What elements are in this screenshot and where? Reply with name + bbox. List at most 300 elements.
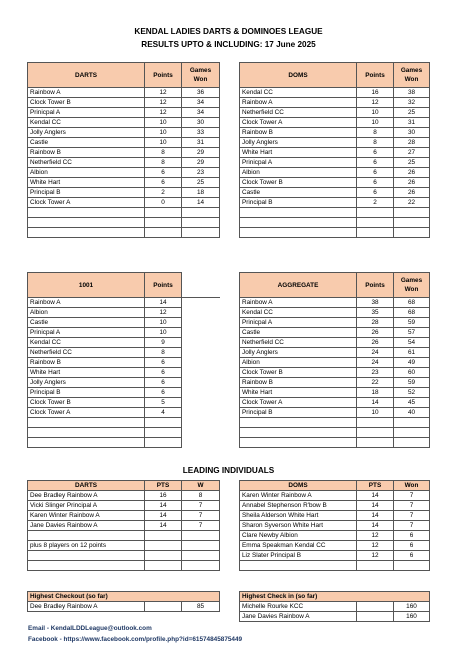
- cell-name: Rainbow B: [28, 148, 145, 158]
- cell-value: [145, 561, 182, 571]
- cell-value: 12: [357, 98, 394, 108]
- cell-value: 29: [182, 148, 220, 158]
- cell-value: 52: [394, 388, 430, 398]
- table-row: [28, 98, 220, 108]
- cell-value: 30: [394, 128, 430, 138]
- darts-table: [27, 62, 220, 238]
- cell-name: [240, 228, 357, 238]
- cell-name: Rainbow A: [28, 88, 145, 98]
- cell-value: 10: [357, 408, 394, 418]
- table-row: [240, 208, 430, 218]
- table-row: [28, 298, 220, 308]
- table-row: [240, 118, 430, 128]
- cell-value: 12: [145, 308, 182, 318]
- cell-name: Annabel Stephenson R'bow B: [240, 501, 357, 511]
- cell-value: 24: [357, 348, 394, 358]
- doms-table: [239, 62, 430, 238]
- cell-value: 9: [145, 338, 182, 348]
- cell-value: 49: [394, 358, 430, 368]
- leading-doms-body: [240, 491, 430, 571]
- cell-value: 10: [145, 118, 182, 128]
- cell-name: White Hart: [28, 368, 145, 378]
- cell-value: 28: [394, 138, 430, 148]
- cell-value: 6: [145, 378, 182, 388]
- cell-name: Prinicpal A: [28, 108, 145, 118]
- cell-name: [28, 438, 145, 448]
- cell-value: 14: [357, 491, 394, 501]
- cell-value: 7: [182, 511, 220, 521]
- table-row: [240, 511, 430, 521]
- cell-empty: [182, 418, 220, 428]
- cell-value: 2: [145, 188, 182, 198]
- cell-name: Jolly Anglers: [240, 348, 357, 358]
- leading-darts-header-pts: PTS: [145, 481, 182, 491]
- t1001-header-team: 1001: [28, 273, 145, 298]
- cell-value: 6: [394, 551, 430, 561]
- cell-name: Dee Bradley Rainbow A: [28, 491, 145, 501]
- cell-name: Sheila Alderson White Hart: [240, 511, 357, 521]
- table-row: [28, 118, 220, 128]
- cell-value: 14: [357, 398, 394, 408]
- table-row: [28, 158, 220, 168]
- doms-header-games: Games Won: [394, 63, 430, 88]
- cell-value: 23: [182, 168, 220, 178]
- cell-name: [28, 531, 145, 541]
- cell-name: Netherfield CC: [28, 158, 145, 168]
- cell-value: 14: [357, 521, 394, 531]
- cell-value: 10: [145, 128, 182, 138]
- cell-value: 0: [145, 198, 182, 208]
- cell-value: [145, 218, 182, 228]
- cell-name: Clock Tower B: [28, 98, 145, 108]
- cell-name: Clock Tower A: [28, 408, 145, 418]
- table-row: [28, 418, 220, 428]
- cell-value: 12: [357, 541, 394, 551]
- doms-header-team: DOMS: [240, 63, 357, 88]
- cell-name: Principal B: [28, 388, 145, 398]
- aggregate-table: [239, 272, 430, 448]
- cell-name: Kendal CC: [28, 338, 145, 348]
- table-row: [240, 228, 430, 238]
- cell-value: 61: [394, 348, 430, 358]
- aggregate-header-points: Points: [357, 273, 394, 298]
- cell-empty: [182, 388, 220, 398]
- cell-name: [28, 561, 145, 571]
- cell-value: 25: [394, 158, 430, 168]
- leading-darts-header-name: DARTS: [28, 481, 145, 491]
- aggregate-header-team: AGGREGATE: [240, 273, 357, 298]
- cell-name: Netherfield CC: [240, 108, 357, 118]
- cell-name: Karen Winter Rainbow A: [240, 491, 357, 501]
- cell-name: [28, 208, 145, 218]
- table-row: [240, 318, 430, 328]
- table-row: [28, 88, 220, 98]
- checkout-body: [28, 602, 220, 612]
- table-row: [240, 551, 430, 561]
- cell-value: 57: [394, 328, 430, 338]
- t1001-table: [27, 272, 220, 448]
- table-row: [240, 388, 430, 398]
- checkin-body: [240, 602, 430, 622]
- table-row: [28, 178, 220, 188]
- leading-darts-table: [27, 480, 220, 571]
- cell-value: 12: [145, 98, 182, 108]
- cell-value: 14: [145, 521, 182, 531]
- cell-value: [145, 428, 182, 438]
- cell-value: [145, 418, 182, 428]
- table-row: [28, 561, 220, 571]
- cell-value: 32: [394, 98, 430, 108]
- cell-name: Emma Speakman Kendal CC: [240, 541, 357, 551]
- cell-empty: [182, 348, 220, 358]
- cell-empty: [182, 428, 220, 438]
- table-row: [240, 98, 430, 108]
- table-row: [240, 398, 430, 408]
- cell-name: Clock Tower B: [240, 178, 357, 188]
- table-row: [240, 408, 430, 418]
- cell-value: 12: [145, 108, 182, 118]
- cell-value: 10: [145, 318, 182, 328]
- cell-value: 14: [145, 298, 182, 308]
- cell-empty: [182, 298, 220, 308]
- cell-value: 10: [145, 328, 182, 338]
- cell-name: White Hart: [28, 178, 145, 188]
- table-row: [240, 368, 430, 378]
- cell-value: [182, 531, 220, 541]
- table-row: [240, 531, 430, 541]
- cell-value: 68: [394, 298, 430, 308]
- cell-value: 10: [357, 108, 394, 118]
- cell-value: 26: [394, 178, 430, 188]
- table-row: [28, 188, 220, 198]
- table-row: [240, 178, 430, 188]
- cell-name: Clock Tower B: [240, 368, 357, 378]
- cell-name: Clock Tower A: [240, 398, 357, 408]
- leading-doms-header-name: DOMS: [240, 481, 357, 491]
- table-row: [28, 218, 220, 228]
- cell-value: 8: [182, 491, 220, 501]
- cell-empty: [182, 438, 220, 448]
- cell-value: 16: [357, 88, 394, 98]
- cell-value: 6: [145, 358, 182, 368]
- table-row: [28, 308, 220, 318]
- cell-value: 12: [145, 88, 182, 98]
- cell-name: Rainbow A: [240, 98, 357, 108]
- cell-value: [357, 428, 394, 438]
- table-row: [28, 228, 220, 238]
- cell-value: 10: [145, 138, 182, 148]
- cell-value: 27: [394, 148, 430, 158]
- cell-value: 14: [357, 501, 394, 511]
- cell-name: [240, 218, 357, 228]
- cell-name: [240, 561, 357, 571]
- table-row: [240, 438, 430, 448]
- table-row: [240, 612, 430, 622]
- cell-value: 28: [357, 318, 394, 328]
- table-row: [240, 602, 430, 612]
- cell-value: 31: [182, 138, 220, 148]
- cell-value: 25: [394, 108, 430, 118]
- cell-value: 5: [145, 398, 182, 408]
- table-row: [240, 188, 430, 198]
- cell-name: Jolly Anglers: [28, 128, 145, 138]
- cell-value: 160: [394, 602, 430, 612]
- table-row: [240, 348, 430, 358]
- cell-empty: [182, 398, 220, 408]
- cell-value: [357, 418, 394, 428]
- cell-value: [394, 438, 430, 448]
- table-row: [240, 158, 430, 168]
- table-row: [240, 338, 430, 348]
- cell-value: [394, 418, 430, 428]
- cell-name: Kendal CC: [28, 118, 145, 128]
- cell-value: 7: [182, 521, 220, 531]
- table-row: [28, 378, 220, 388]
- table-row: [240, 491, 430, 501]
- t1001-header-points: Points: [145, 273, 182, 298]
- cell-value: 6: [145, 368, 182, 378]
- cell-empty: [182, 318, 220, 328]
- cell-value: 6: [357, 158, 394, 168]
- cell-value: [394, 218, 430, 228]
- cell-value: [357, 438, 394, 448]
- cell-value: 12: [357, 531, 394, 541]
- table-row: [240, 428, 430, 438]
- table-row: [28, 428, 220, 438]
- cell-value: 38: [394, 88, 430, 98]
- cell-value: 6: [145, 168, 182, 178]
- cell-name: [28, 218, 145, 228]
- t1001-body: [28, 298, 220, 448]
- cell-value: 2: [357, 198, 394, 208]
- cell-blank: [357, 612, 394, 622]
- footer-facebook: Facebook - https://www.facebook.com/profile.php?id=61574845875449: [28, 636, 243, 643]
- cell-name: [28, 418, 145, 428]
- cell-value: 40: [394, 408, 430, 418]
- cell-name: Clare Newby Albion: [240, 531, 357, 541]
- darts-header-points: Points: [145, 63, 182, 88]
- cell-empty: [182, 358, 220, 368]
- cell-value: 25: [182, 178, 220, 188]
- table-row: [28, 531, 220, 541]
- cell-value: 22: [394, 198, 430, 208]
- cell-value: 8: [357, 128, 394, 138]
- cell-name: [240, 428, 357, 438]
- cell-value: 60: [394, 368, 430, 378]
- table-row: [28, 501, 220, 511]
- cell-name: [28, 551, 145, 561]
- cell-name: Prinicpal A: [240, 318, 357, 328]
- cell-value: [394, 208, 430, 218]
- cell-value: [394, 428, 430, 438]
- table-row: [240, 88, 430, 98]
- cell-name: [28, 428, 145, 438]
- cell-name: Netherfield CC: [28, 348, 145, 358]
- cell-name: Castle: [240, 188, 357, 198]
- cell-value: 34: [182, 108, 220, 118]
- table-row: [28, 168, 220, 178]
- cell-name: Dee Bradley Rainbow A: [28, 602, 145, 612]
- table-row: [28, 348, 220, 358]
- cell-value: 59: [394, 378, 430, 388]
- leading-individuals-title: LEADING INDIVIDUALS: [182, 466, 275, 475]
- table-row: [28, 438, 220, 448]
- table-row: [240, 378, 430, 388]
- checkin-table: [239, 591, 430, 622]
- page-title: KENDAL LADIES DARTS & DOMINOES LEAGUE: [134, 27, 323, 36]
- cell-blank: [357, 602, 394, 612]
- table-row: [28, 208, 220, 218]
- table-row: [28, 128, 220, 138]
- table-row: [240, 561, 430, 571]
- leading-doms-table: [239, 480, 430, 571]
- table-row: [240, 358, 430, 368]
- footer-email: Email - KendalLDDLeague@outlook.com: [28, 625, 152, 632]
- cell-name: Albion: [28, 168, 145, 178]
- darts-header-games: Games Won: [182, 63, 220, 88]
- cell-empty: [182, 328, 220, 338]
- leading-doms-header-won: Won: [394, 481, 430, 491]
- cell-name: Rainbow B: [240, 128, 357, 138]
- checkout-table: [27, 591, 220, 612]
- table-row: [28, 368, 220, 378]
- cell-value: [357, 218, 394, 228]
- cell-value: 160: [394, 612, 430, 622]
- checkin-header: Highest Check in (so far): [240, 592, 430, 602]
- cell-value: 10: [357, 118, 394, 128]
- aggregate-header-games: Games Won: [394, 273, 430, 298]
- table-row: [28, 328, 220, 338]
- cell-value: [145, 438, 182, 448]
- cell-value: [145, 541, 182, 551]
- cell-name: Rainbow B: [28, 358, 145, 368]
- cell-name: [28, 228, 145, 238]
- cell-value: [357, 561, 394, 571]
- doms-body: [240, 88, 430, 238]
- cell-value: 4: [145, 408, 182, 418]
- cell-value: 26: [357, 328, 394, 338]
- cell-name: Principal B: [240, 408, 357, 418]
- cell-name: Principal B: [28, 188, 145, 198]
- table-row: [240, 198, 430, 208]
- table-row: [240, 148, 430, 158]
- cell-name: [240, 208, 357, 218]
- leading-darts-header-w: W: [182, 481, 220, 491]
- darts-header-team: DARTS: [28, 63, 145, 88]
- cell-name: Jane Davies Rainbow A: [240, 612, 357, 622]
- cell-value: 14: [145, 511, 182, 521]
- cell-value: 7: [394, 511, 430, 521]
- cell-value: [182, 218, 220, 228]
- cell-value: [357, 208, 394, 218]
- cell-empty: [182, 338, 220, 348]
- table-row: [240, 328, 430, 338]
- cell-value: [357, 228, 394, 238]
- cell-value: [182, 551, 220, 561]
- cell-value: 29: [182, 158, 220, 168]
- cell-name: White Hart: [240, 148, 357, 158]
- cell-name: White Hart: [240, 388, 357, 398]
- cell-name: Clock Tower A: [28, 198, 145, 208]
- table-row: [28, 541, 220, 551]
- aggregate-body: [240, 298, 430, 448]
- cell-name: Kendal CC: [240, 88, 357, 98]
- table-row: [28, 602, 220, 612]
- cell-value: 14: [357, 511, 394, 521]
- cell-value: 6: [145, 178, 182, 188]
- cell-name: Castle: [28, 318, 145, 328]
- t1001-header-blank: [182, 273, 220, 298]
- cell-name: Vicki Slinger Principal A: [28, 501, 145, 511]
- cell-name: Kendal CC: [240, 308, 357, 318]
- cell-value: 6: [357, 178, 394, 188]
- cell-value: 8: [357, 138, 394, 148]
- cell-value: 8: [145, 148, 182, 158]
- table-row: [28, 491, 220, 501]
- cell-value: 33: [182, 128, 220, 138]
- table-row: [28, 318, 220, 328]
- cell-value: 59: [394, 318, 430, 328]
- cell-name: Albion: [240, 358, 357, 368]
- checkout-header: Highest Checkout (so far): [28, 592, 220, 602]
- cell-value: 23: [357, 368, 394, 378]
- cell-name: Prinicpal A: [28, 328, 145, 338]
- cell-value: 18: [357, 388, 394, 398]
- table-row: [240, 218, 430, 228]
- cell-value: 34: [182, 98, 220, 108]
- table-row: [240, 128, 430, 138]
- cell-blank: [145, 602, 182, 612]
- cell-value: [145, 228, 182, 238]
- cell-value: 6: [145, 388, 182, 398]
- table-row: [28, 398, 220, 408]
- cell-name: Jolly Anglers: [240, 138, 357, 148]
- cell-value: 85: [182, 602, 220, 612]
- cell-value: 14: [145, 501, 182, 511]
- cell-name: Prinicpal A: [240, 158, 357, 168]
- cell-name: [240, 418, 357, 428]
- darts-body: [28, 88, 220, 238]
- cell-name: Principal B: [240, 198, 357, 208]
- cell-name: Karen Winter Rainbow A: [28, 511, 145, 521]
- cell-name: Albion: [240, 168, 357, 178]
- cell-empty: [182, 378, 220, 388]
- doms-header-points: Points: [357, 63, 394, 88]
- table-row: [28, 408, 220, 418]
- cell-value: 24: [357, 358, 394, 368]
- cell-value: 45: [394, 398, 430, 408]
- cell-name: Rainbow A: [240, 298, 357, 308]
- cell-value: 6: [357, 188, 394, 198]
- cell-value: [182, 561, 220, 571]
- table-row: [240, 541, 430, 551]
- table-row: [28, 511, 220, 521]
- cell-value: 7: [182, 501, 220, 511]
- cell-value: [145, 208, 182, 218]
- table-row: [28, 388, 220, 398]
- cell-name: Liz Slater Principal B: [240, 551, 357, 561]
- cell-value: 6: [394, 531, 430, 541]
- cell-name: Castle: [240, 328, 357, 338]
- cell-value: 7: [394, 501, 430, 511]
- cell-name: Jolly Anglers: [28, 378, 145, 388]
- table-row: [28, 108, 220, 118]
- table-row: [240, 298, 430, 308]
- leading-doms-header-pts: PTS: [357, 481, 394, 491]
- table-row: [28, 358, 220, 368]
- cell-name: Castle: [28, 138, 145, 148]
- page-subtitle: RESULTS UPTO & INCLUDING: 17 June 2025: [141, 40, 316, 49]
